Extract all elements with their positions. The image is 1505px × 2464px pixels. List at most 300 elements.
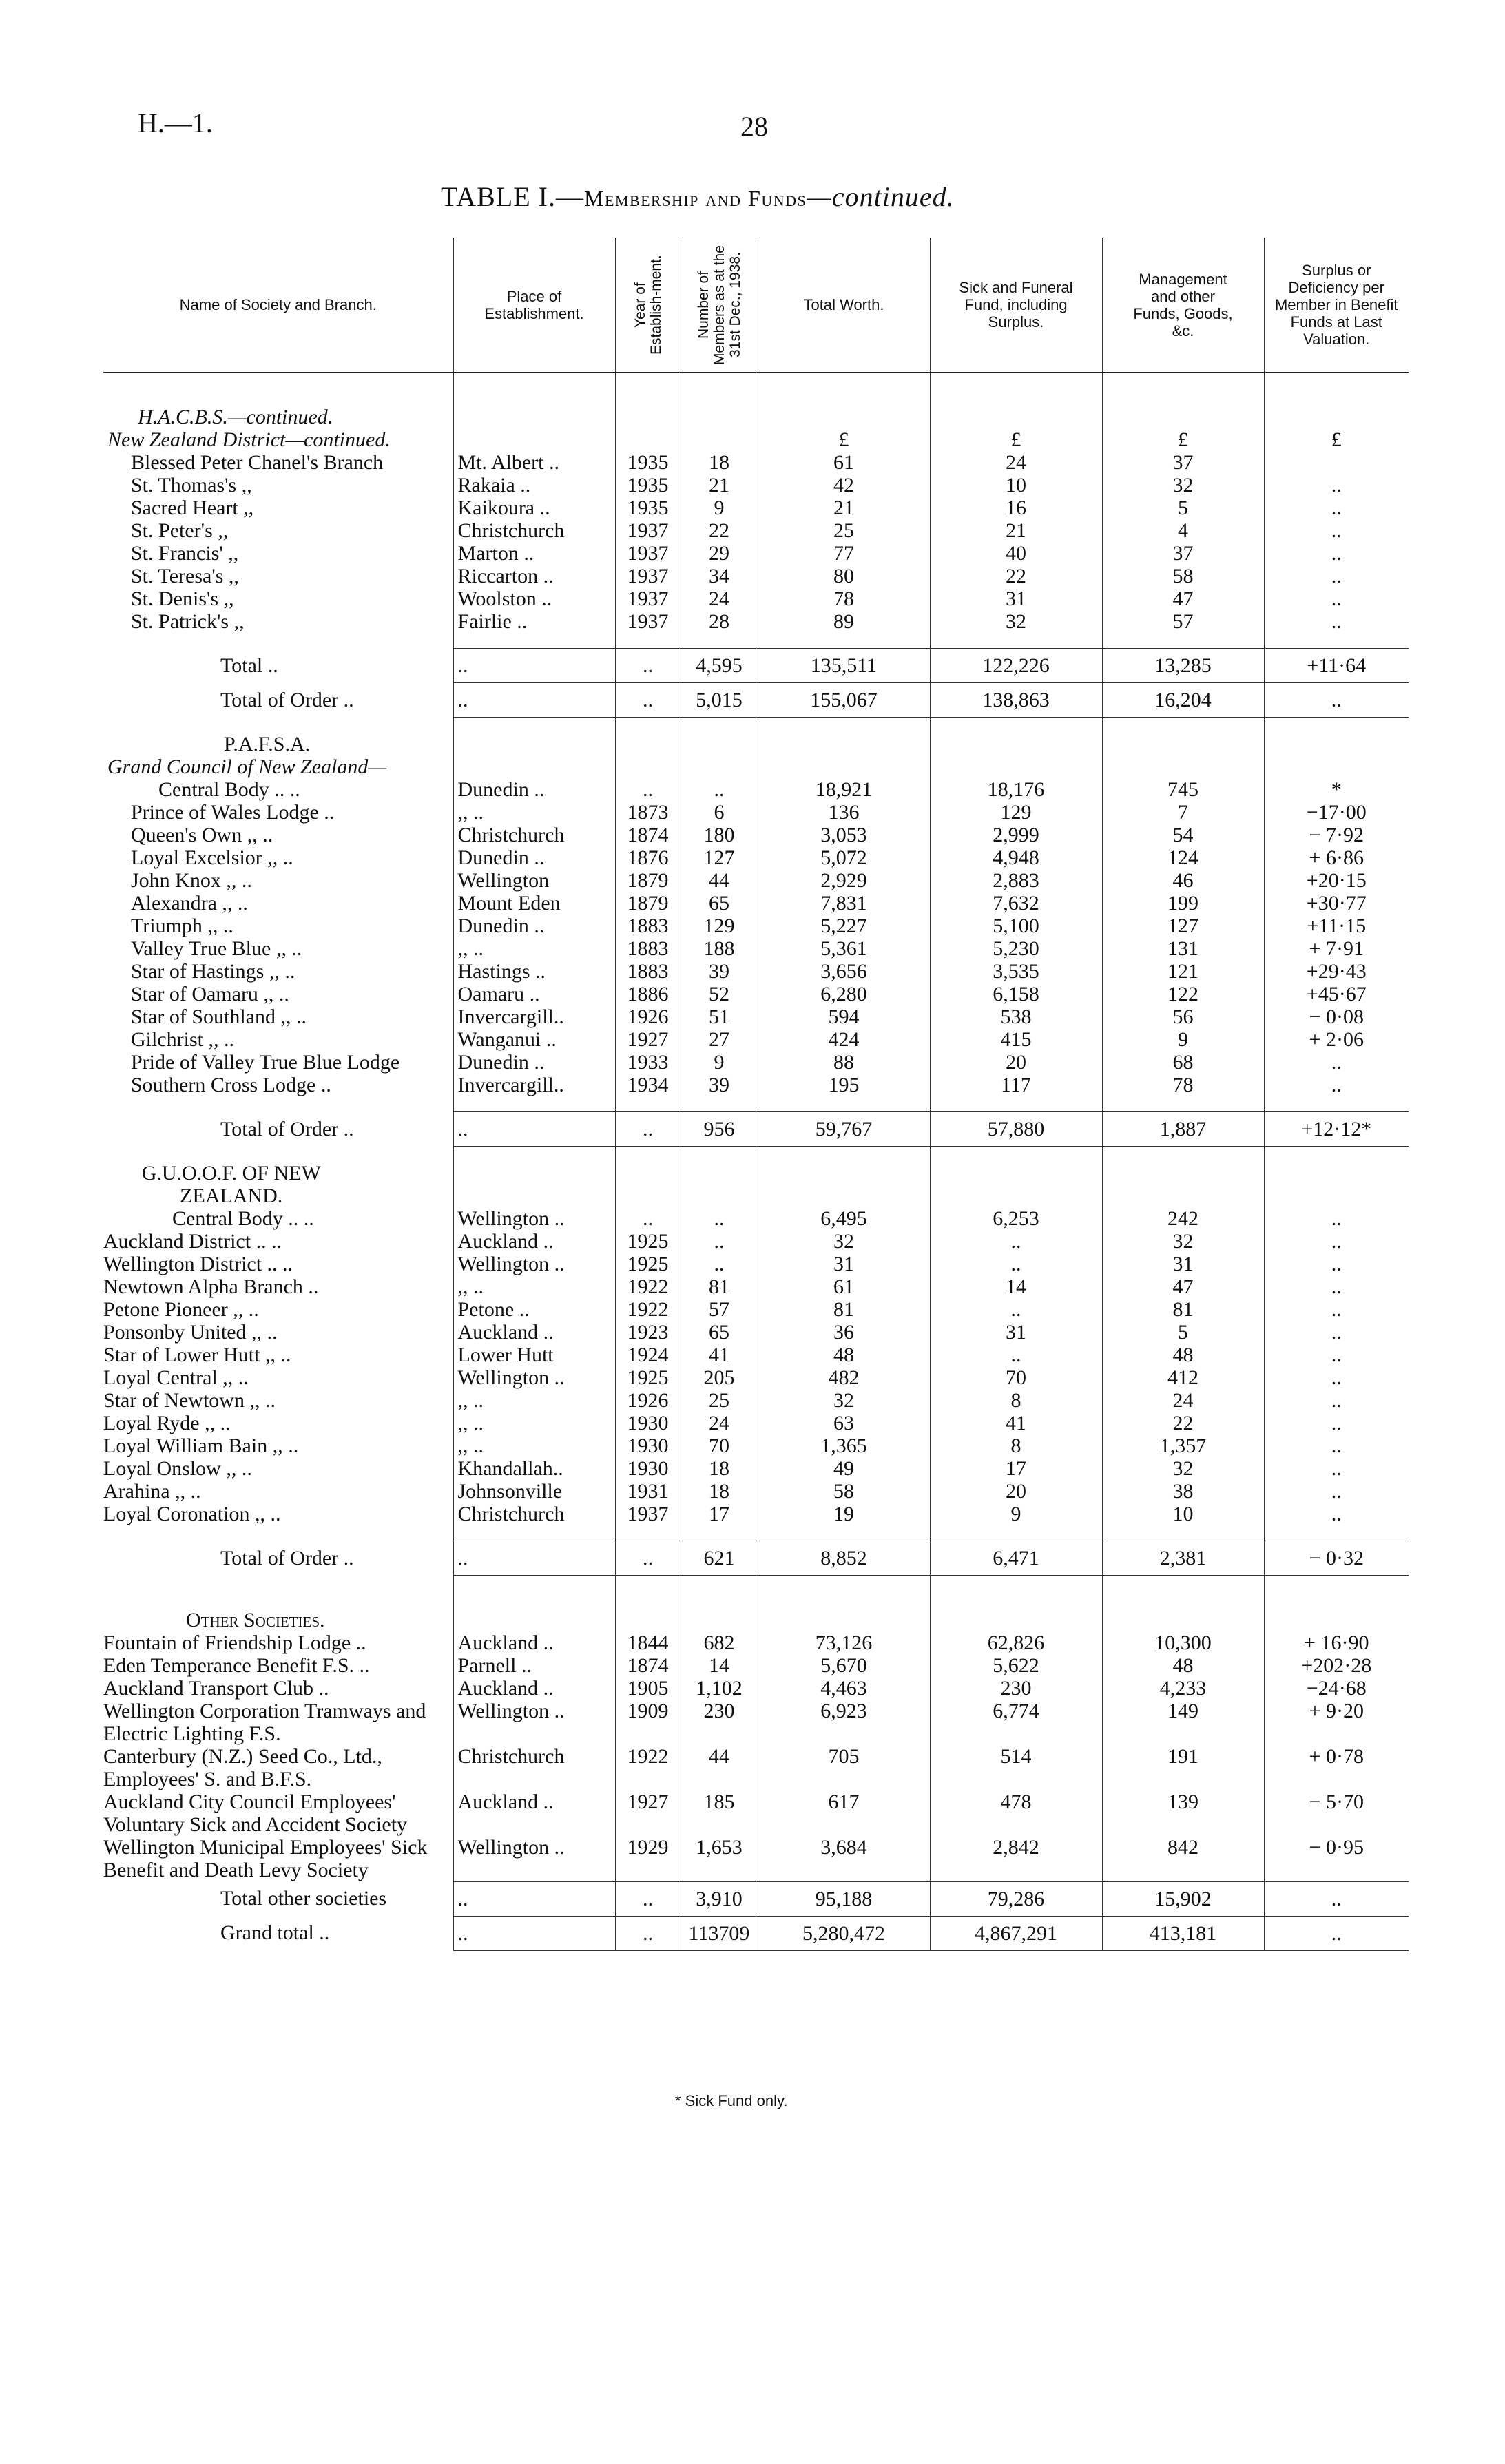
cell-members: 185 bbox=[681, 1790, 758, 1836]
cell-sick-fund: 7,632 bbox=[930, 892, 1102, 915]
spacer-row bbox=[103, 633, 1409, 649]
cell-surplus: +202·28 bbox=[1264, 1654, 1409, 1677]
cell-year: 1922 bbox=[615, 1298, 681, 1321]
cell-sick-fund: 24 bbox=[930, 451, 1102, 474]
section-heading-row bbox=[103, 733, 1409, 755]
other-section bbox=[103, 1576, 1409, 1951]
table-row bbox=[103, 451, 1409, 474]
cell-sick-fund: 230 bbox=[930, 1677, 1102, 1700]
cell-total-worth: 6,495 bbox=[758, 1207, 930, 1230]
pafsa-council: Grand Council of New Zealand— bbox=[107, 755, 387, 778]
cell-members: 51 bbox=[681, 1005, 758, 1028]
cell-place: Khandallah.. bbox=[453, 1457, 615, 1480]
cell-surplus: .. bbox=[1264, 1230, 1409, 1253]
cell-surplus: + 6·86 bbox=[1264, 846, 1409, 869]
cell-place: Dunedin .. bbox=[453, 778, 615, 801]
table-row bbox=[103, 915, 1409, 937]
cell-management-fund: 127 bbox=[1102, 915, 1264, 937]
cell-total-worth: 31 bbox=[758, 1253, 930, 1275]
cell-place: Marton .. bbox=[453, 542, 615, 565]
cell-management-fund: 32 bbox=[1102, 1457, 1264, 1480]
cell-year: 1927 bbox=[615, 1028, 681, 1051]
cell-management-fund: 121 bbox=[1102, 960, 1264, 983]
cell-sick-fund: 2,842 bbox=[930, 1836, 1102, 1881]
cell-surplus: .. bbox=[1264, 1916, 1409, 1950]
spacer-row bbox=[103, 1525, 1409, 1541]
cell-surplus: +30·77 bbox=[1264, 892, 1409, 915]
cell-year: 1935 bbox=[615, 451, 681, 474]
cell-year: 1934 bbox=[615, 1074, 681, 1096]
table-row bbox=[103, 474, 1409, 497]
cell-management-fund: 124 bbox=[1102, 846, 1264, 869]
cell-place: .. bbox=[453, 649, 615, 683]
cell-year: .. bbox=[615, 649, 681, 683]
cell-sick-fund: 20 bbox=[930, 1051, 1102, 1074]
table-row bbox=[103, 1836, 1409, 1881]
cell-management-fund: 48 bbox=[1102, 1654, 1264, 1677]
cell-surplus: − 0·95 bbox=[1264, 1836, 1409, 1881]
cell-surplus: .. bbox=[1264, 1207, 1409, 1230]
table-row bbox=[103, 1074, 1409, 1096]
cell-members: 180 bbox=[681, 824, 758, 846]
cell-surplus: + 0·78 bbox=[1264, 1745, 1409, 1790]
cell-name: Triumph ,, .. bbox=[131, 915, 233, 937]
cell-management-fund: 131 bbox=[1102, 937, 1264, 960]
cell-place: .. bbox=[453, 1916, 615, 1950]
cell-name: Star of Hastings ,, .. bbox=[131, 960, 295, 983]
table-row bbox=[103, 1051, 1409, 1074]
cell-place: Wellington .. bbox=[453, 1836, 615, 1881]
cell-year: 1930 bbox=[615, 1412, 681, 1434]
section-heading-row bbox=[103, 1609, 1409, 1631]
cell-place: Oamaru .. bbox=[453, 983, 615, 1005]
cell-name: Wellington Municipal Employees' Sick Benefit and Death Levy Society bbox=[103, 1836, 428, 1881]
cell-management-fund: 48 bbox=[1102, 1344, 1264, 1366]
cell-surplus: + 7·91 bbox=[1264, 937, 1409, 960]
cell-sick-fund: 117 bbox=[930, 1074, 1102, 1096]
cell-sick-fund: 5,100 bbox=[930, 915, 1102, 937]
cell-place: Auckland .. bbox=[453, 1321, 615, 1344]
cell-name: St. Thomas's ,, bbox=[131, 474, 252, 497]
cell-members: 57 bbox=[681, 1298, 758, 1321]
cell-total-worth: 77 bbox=[758, 542, 930, 565]
cell-year: .. bbox=[615, 1881, 681, 1916]
cell-total-worth: 18,921 bbox=[758, 778, 930, 801]
cell-surplus: + 2·06 bbox=[1264, 1028, 1409, 1051]
cell-name: Central Body .. .. bbox=[172, 1207, 314, 1230]
cell-management-fund: 242 bbox=[1102, 1207, 1264, 1230]
cell-sick-fund: 9 bbox=[930, 1503, 1102, 1525]
cell-name: Auckland Transport Club .. bbox=[103, 1677, 329, 1700]
table-row bbox=[103, 937, 1409, 960]
table-row bbox=[103, 1005, 1409, 1028]
col-header-members-text: Number of Members as at the 31st Dec., 1938. bbox=[695, 244, 743, 365]
cell-sick-fund: 6,471 bbox=[930, 1541, 1102, 1576]
cell-place: Rakaia .. bbox=[453, 474, 615, 497]
cell-surplus: .. bbox=[1264, 1298, 1409, 1321]
cell-management-fund: 139 bbox=[1102, 1790, 1264, 1836]
cell-sick-fund: 6,253 bbox=[930, 1207, 1102, 1230]
cell-surplus: .. bbox=[1264, 1457, 1409, 1480]
cell-total-worth: 80 bbox=[758, 565, 930, 587]
cell-year: 1886 bbox=[615, 983, 681, 1005]
cell-sick-fund: 10 bbox=[930, 474, 1102, 497]
cell-management-fund: 37 bbox=[1102, 451, 1264, 474]
cell-surplus: +11·15 bbox=[1264, 915, 1409, 937]
table-row bbox=[103, 1677, 1409, 1700]
cell-members: 17 bbox=[681, 1503, 758, 1525]
cell-management-fund: 46 bbox=[1102, 869, 1264, 892]
table-row bbox=[103, 1654, 1409, 1677]
cell-total-worth: 49 bbox=[758, 1457, 930, 1480]
cell-sick-fund: 31 bbox=[930, 1321, 1102, 1344]
cell-year: 1883 bbox=[615, 960, 681, 983]
cell-members: 25 bbox=[681, 1389, 758, 1412]
cell-place: Woolston .. bbox=[453, 587, 615, 610]
cell-members: 621 bbox=[681, 1541, 758, 1576]
cell-members: 65 bbox=[681, 892, 758, 915]
cell-total-worth: 61 bbox=[758, 451, 930, 474]
cell-members: 5,015 bbox=[681, 683, 758, 718]
cell-sick-fund: 122,226 bbox=[930, 649, 1102, 683]
cell-management-fund: 5 bbox=[1102, 1321, 1264, 1344]
cell-members: 24 bbox=[681, 1412, 758, 1434]
cell-place: Wellington .. bbox=[453, 1253, 615, 1275]
cell-management-fund: 10,300 bbox=[1102, 1631, 1264, 1654]
cell-name: Total other societies bbox=[220, 1887, 387, 1910]
cell-sick-fund: 20 bbox=[930, 1480, 1102, 1503]
cell-surplus: * bbox=[1264, 778, 1409, 801]
cell-surplus: −24·68 bbox=[1264, 1677, 1409, 1700]
cell-members: 24 bbox=[681, 587, 758, 610]
cell-surplus: .. bbox=[1264, 565, 1409, 587]
cell-name: Total .. bbox=[220, 654, 278, 677]
cell-members: 28 bbox=[681, 610, 758, 633]
cell-total-worth: 1,365 bbox=[758, 1434, 930, 1457]
cell-total-worth: 5,280,472 bbox=[758, 1916, 930, 1950]
table-row bbox=[103, 1480, 1409, 1503]
cell-name: Loyal Central ,, .. bbox=[103, 1366, 249, 1389]
cell-name: Arahina ,, .. bbox=[103, 1480, 201, 1503]
cell-members: 81 bbox=[681, 1275, 758, 1298]
cell-management-fund: 149 bbox=[1102, 1700, 1264, 1745]
table-row bbox=[103, 1700, 1409, 1745]
cell-management-fund: 10 bbox=[1102, 1503, 1264, 1525]
cell-name: Blessed Peter Chanel's Branch bbox=[131, 451, 384, 474]
cell-sick-fund: 14 bbox=[930, 1275, 1102, 1298]
cell-surplus: .. bbox=[1264, 610, 1409, 633]
cell-members: 27 bbox=[681, 1028, 758, 1051]
cell-total-worth: 3,656 bbox=[758, 960, 930, 983]
cell-management-fund: 15,902 bbox=[1102, 1881, 1264, 1916]
cell-year: 1873 bbox=[615, 801, 681, 824]
cell-place: Petone .. bbox=[453, 1298, 615, 1321]
table-row bbox=[103, 983, 1409, 1005]
cell-members: .. bbox=[681, 1230, 758, 1253]
cell-name: Sacred Heart ,, bbox=[131, 497, 254, 519]
cell-sick-fund: 5,622 bbox=[930, 1654, 1102, 1677]
cell-sick-fund: 2,999 bbox=[930, 824, 1102, 846]
cell-sick-fund: .. bbox=[930, 1344, 1102, 1366]
cell-name: Wellington District .. .. bbox=[103, 1253, 293, 1275]
cell-year: 1905 bbox=[615, 1677, 681, 1700]
cell-members: 39 bbox=[681, 1074, 758, 1096]
cell-year: 1930 bbox=[615, 1434, 681, 1457]
col-header-sick bbox=[930, 238, 1102, 373]
cell-members: 52 bbox=[681, 983, 758, 1005]
cell-year: 1937 bbox=[615, 519, 681, 542]
cell-name: Prince of Wales Lodge .. bbox=[131, 801, 335, 824]
table-row bbox=[103, 1298, 1409, 1321]
cell-place: Invercargill.. bbox=[453, 1074, 615, 1096]
cell-management-fund: 9 bbox=[1102, 1028, 1264, 1051]
pafsa-heading: P.A.F.S.A. bbox=[224, 733, 311, 755]
cell-place: Mt. Albert .. bbox=[453, 451, 615, 474]
cell-total-worth: 32 bbox=[758, 1230, 930, 1253]
cell-year: 1925 bbox=[615, 1366, 681, 1389]
cell-total-worth: 5,227 bbox=[758, 915, 930, 937]
cell-surplus: − 7·92 bbox=[1264, 824, 1409, 846]
cell-total-worth: 6,280 bbox=[758, 983, 930, 1005]
cell-place: .. bbox=[453, 1112, 615, 1147]
cell-surplus: .. bbox=[1264, 1480, 1409, 1503]
cell-year: 1923 bbox=[615, 1321, 681, 1344]
cell-members: 14 bbox=[681, 1654, 758, 1677]
cell-sick-fund: 57,880 bbox=[930, 1112, 1102, 1147]
cell-sick-fund: 5,230 bbox=[930, 937, 1102, 960]
cell-year: 1922 bbox=[615, 1275, 681, 1298]
cell-management-fund: 16,204 bbox=[1102, 683, 1264, 718]
cell-members: 9 bbox=[681, 1051, 758, 1074]
cell-members: 29 bbox=[681, 542, 758, 565]
cell-name: Star of Newtown ,, .. bbox=[103, 1389, 276, 1412]
cell-sick-fund: 8 bbox=[930, 1389, 1102, 1412]
cell-members: 129 bbox=[681, 915, 758, 937]
cell-management-fund: 22 bbox=[1102, 1412, 1264, 1434]
cell-sick-fund: .. bbox=[930, 1298, 1102, 1321]
cell-place: Wanganui .. bbox=[453, 1028, 615, 1051]
cell-total-worth: 6,923 bbox=[758, 1700, 930, 1745]
cell-members: 18 bbox=[681, 1457, 758, 1480]
cell-place: Parnell .. bbox=[453, 1654, 615, 1677]
cell-total-worth: 594 bbox=[758, 1005, 930, 1028]
cell-name: Queen's Own ,, .. bbox=[131, 824, 273, 846]
cell-members: 65 bbox=[681, 1321, 758, 1344]
cell-sick-fund: 62,826 bbox=[930, 1631, 1102, 1654]
cell-management-fund: 1,357 bbox=[1102, 1434, 1264, 1457]
cell-surplus: .. bbox=[1264, 1503, 1409, 1525]
cell-year: 1929 bbox=[615, 1836, 681, 1881]
cell-year: .. bbox=[615, 1541, 681, 1576]
cell-name: Total of Order .. bbox=[220, 688, 354, 711]
cell-management-fund: 122 bbox=[1102, 983, 1264, 1005]
cell-management-fund: 38 bbox=[1102, 1480, 1264, 1503]
cell-place: Wellington .. bbox=[453, 1700, 615, 1745]
cell-sick-fund: 16 bbox=[930, 497, 1102, 519]
cell-surplus: .. bbox=[1264, 1074, 1409, 1096]
table-row bbox=[103, 1366, 1409, 1389]
spacer-row bbox=[103, 718, 1409, 733]
cell-total-worth: 195 bbox=[758, 1074, 930, 1096]
cell-total-worth: 89 bbox=[758, 610, 930, 633]
cell-sick-fund: 40 bbox=[930, 542, 1102, 565]
table-row bbox=[103, 801, 1409, 824]
cell-total-worth: 36 bbox=[758, 1321, 930, 1344]
cell-surplus: + 16·90 bbox=[1264, 1631, 1409, 1654]
cell-place: ,, .. bbox=[453, 801, 615, 824]
table-row bbox=[103, 610, 1409, 633]
col-header-mgmt-text: Management and other Funds, Goods, &c. bbox=[1133, 270, 1233, 340]
cell-name: St. Patrick's ,, bbox=[131, 610, 245, 633]
table-row bbox=[103, 869, 1409, 892]
cell-place: .. bbox=[453, 1541, 615, 1576]
other-heading: Other Societies. bbox=[186, 1609, 325, 1631]
cell-place: Kaikoura .. bbox=[453, 497, 615, 519]
guoof-section bbox=[103, 1147, 1409, 1576]
cell-place: Lower Hutt bbox=[453, 1344, 615, 1366]
total-of-order-row bbox=[103, 683, 1409, 718]
cell-total-worth: 155,067 bbox=[758, 683, 930, 718]
cell-year: 1879 bbox=[615, 892, 681, 915]
cell-management-fund: 842 bbox=[1102, 1836, 1264, 1881]
cell-sick-fund: 31 bbox=[930, 587, 1102, 610]
table-row bbox=[103, 1457, 1409, 1480]
cell-name: Star of Lower Hutt ,, .. bbox=[103, 1344, 291, 1366]
cell-place: Mount Eden bbox=[453, 892, 615, 915]
cell-members: 39 bbox=[681, 960, 758, 983]
cell-year: 1930 bbox=[615, 1457, 681, 1480]
cell-surplus: .. bbox=[1264, 1321, 1409, 1344]
col-header-year-text: Year of Establish-ment. bbox=[632, 255, 664, 355]
cell-members: 113709 bbox=[681, 1916, 758, 1950]
cell-name: Auckland District .. .. bbox=[103, 1230, 282, 1253]
cell-year: 1933 bbox=[615, 1051, 681, 1074]
table-row bbox=[103, 1344, 1409, 1366]
currency-sick: £ bbox=[930, 428, 1102, 451]
cell-year: 1844 bbox=[615, 1631, 681, 1654]
col-header-surplus bbox=[1264, 238, 1409, 373]
col-header-members bbox=[681, 238, 758, 373]
cell-management-fund: 4 bbox=[1102, 519, 1264, 542]
cell-total-worth: 4,463 bbox=[758, 1677, 930, 1700]
cell-management-fund: 5 bbox=[1102, 497, 1264, 519]
cell-management-fund: 78 bbox=[1102, 1074, 1264, 1096]
table-row bbox=[103, 565, 1409, 587]
cell-surplus: − 0·32 bbox=[1264, 1541, 1409, 1576]
cell-management-fund: 68 bbox=[1102, 1051, 1264, 1074]
cell-year: 1883 bbox=[615, 937, 681, 960]
cell-management-fund: 191 bbox=[1102, 1745, 1264, 1790]
table-row bbox=[103, 778, 1409, 801]
cell-members: 1,102 bbox=[681, 1677, 758, 1700]
cell-sick-fund: 17 bbox=[930, 1457, 1102, 1480]
cell-place: Auckland .. bbox=[453, 1230, 615, 1253]
col-header-name: Name of Society and Branch. bbox=[103, 238, 453, 373]
cell-sick-fund: 18,176 bbox=[930, 778, 1102, 801]
table-row bbox=[103, 1745, 1409, 1790]
table-row bbox=[103, 960, 1409, 983]
cell-members: 956 bbox=[681, 1112, 758, 1147]
table-row bbox=[103, 497, 1409, 519]
cell-sick-fund: 538 bbox=[930, 1005, 1102, 1028]
cell-total-worth: 42 bbox=[758, 474, 930, 497]
cell-year: 1926 bbox=[615, 1005, 681, 1028]
cell-members: 205 bbox=[681, 1366, 758, 1389]
title-smallcaps: Membership and Funds bbox=[583, 186, 807, 211]
cell-surplus: .. bbox=[1264, 1344, 1409, 1366]
cell-place: ,, .. bbox=[453, 1412, 615, 1434]
total-of-order-row bbox=[103, 1541, 1409, 1576]
table-row bbox=[103, 1389, 1409, 1412]
cell-place: Christchurch bbox=[453, 824, 615, 846]
table-row bbox=[103, 1412, 1409, 1434]
cell-surplus: − 5·70 bbox=[1264, 1790, 1409, 1836]
cell-year: 1937 bbox=[615, 565, 681, 587]
cell-members: 41 bbox=[681, 1344, 758, 1366]
cell-year: 1883 bbox=[615, 915, 681, 937]
cell-total-worth: 78 bbox=[758, 587, 930, 610]
footnote: * Sick Fund only. bbox=[675, 2092, 788, 2109]
hacbs-district: New Zealand District—continued. bbox=[107, 428, 391, 451]
cell-place: ,, .. bbox=[453, 1275, 615, 1298]
cell-sick-fund: 4,948 bbox=[930, 846, 1102, 869]
cell-management-fund: 31 bbox=[1102, 1253, 1264, 1275]
cell-name: Gilchrist ,, .. bbox=[131, 1028, 234, 1051]
cell-year: 1874 bbox=[615, 1654, 681, 1677]
cell-total-worth: 5,072 bbox=[758, 846, 930, 869]
table-row bbox=[103, 1434, 1409, 1457]
table-row bbox=[103, 519, 1409, 542]
cell-total-worth: 21 bbox=[758, 497, 930, 519]
cell-name: Auckland City Council Employees' Voluntary Sick and Accident Society bbox=[103, 1790, 408, 1836]
table-row bbox=[103, 824, 1409, 846]
cell-place: .. bbox=[453, 683, 615, 718]
cell-sick-fund: 6,774 bbox=[930, 1700, 1102, 1745]
cell-total-worth: 3,684 bbox=[758, 1836, 930, 1881]
cell-name: Total of Order .. bbox=[220, 1546, 354, 1569]
cell-year: 1937 bbox=[615, 610, 681, 633]
cell-surplus bbox=[1264, 451, 1409, 474]
page-number: 28 bbox=[740, 111, 768, 142]
cell-total-worth: 88 bbox=[758, 1051, 930, 1074]
cell-members: 18 bbox=[681, 1480, 758, 1503]
cell-name: St. Francis' ,, bbox=[131, 542, 239, 565]
cell-management-fund: 7 bbox=[1102, 801, 1264, 824]
cell-management-fund: 2,381 bbox=[1102, 1541, 1264, 1576]
cell-place: ,, .. bbox=[453, 1389, 615, 1412]
cell-management-fund: 413,181 bbox=[1102, 1916, 1264, 1950]
col-header-surplus-text: Surplus or Deficiency per Member in Benefit Funds at Last Valuation. bbox=[1274, 262, 1398, 348]
cell-members: .. bbox=[681, 1207, 758, 1230]
col-header-mgmt bbox=[1102, 238, 1264, 373]
cell-surplus: +12·12* bbox=[1264, 1112, 1409, 1147]
cell-surplus: .. bbox=[1264, 474, 1409, 497]
cell-year: 1927 bbox=[615, 1790, 681, 1836]
table-row bbox=[103, 1253, 1409, 1275]
currency-surplus: £ bbox=[1264, 428, 1409, 451]
cell-members: 34 bbox=[681, 565, 758, 587]
cell-total-worth: 59,767 bbox=[758, 1112, 930, 1147]
cell-total-worth: 73,126 bbox=[758, 1631, 930, 1654]
cell-surplus: .. bbox=[1264, 683, 1409, 718]
cell-year: 1909 bbox=[615, 1700, 681, 1745]
cell-surplus: .. bbox=[1264, 587, 1409, 610]
cell-surplus: −17·00 bbox=[1264, 801, 1409, 824]
cell-members: 188 bbox=[681, 937, 758, 960]
cell-place: Dunedin .. bbox=[453, 915, 615, 937]
cell-place: ,, .. bbox=[453, 937, 615, 960]
cell-year: 1925 bbox=[615, 1230, 681, 1253]
